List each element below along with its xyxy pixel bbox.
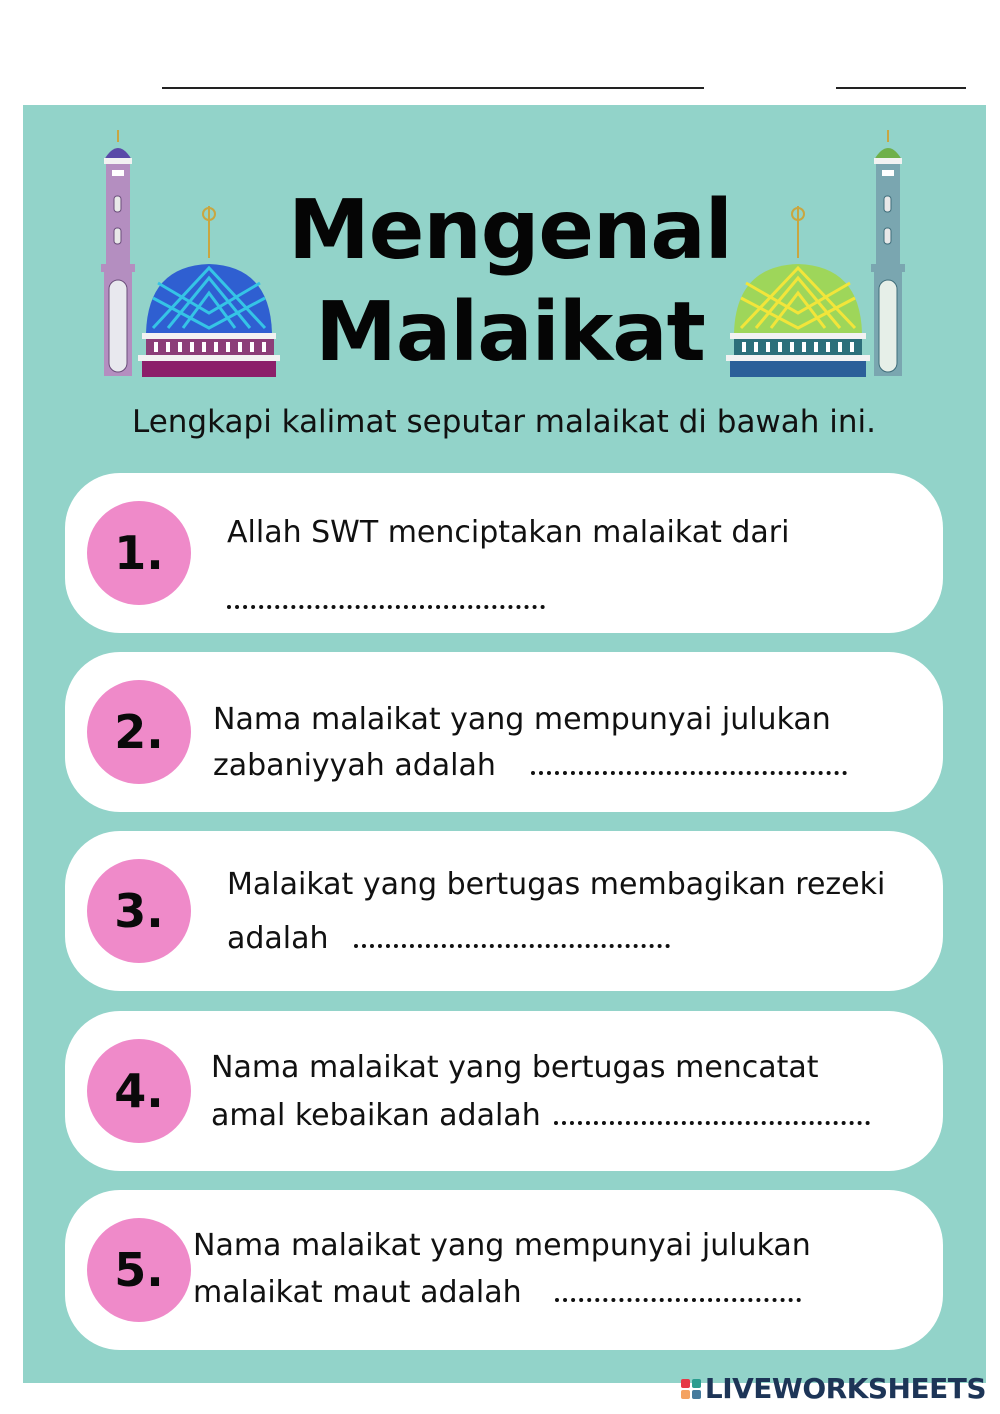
question-card-2 — [65, 652, 943, 812]
answer-blank-5[interactable] — [555, 1294, 801, 1302]
question-card-3 — [65, 831, 943, 991]
question-number-2: 2. — [87, 680, 191, 784]
liveworksheets-logo-icon — [681, 1379, 701, 1399]
question-text-4-line2: amal kebaikan adalah — [211, 1098, 541, 1133]
question-card-4 — [65, 1011, 943, 1171]
question-card-1 — [65, 473, 943, 633]
question-text-5-line2: malaikat maut adalah — [193, 1275, 522, 1310]
question-number-5: 5. — [87, 1218, 191, 1322]
question-text-2b — [213, 742, 847, 790]
question-text-2-line2: zabaniyyah adalah — [213, 748, 496, 783]
name-line — [162, 87, 704, 89]
answer-blank-1[interactable] — [227, 601, 545, 609]
instruction-text: Lengkapi kalimat seputar malaikat di bawah ini. — [131, 404, 877, 440]
question-text-2a: Nama malaikat yang mempunyai julukan — [213, 702, 831, 737]
footer-brand: LIVEWORKSHEETS — [704, 1372, 986, 1405]
question-number-1: 1. — [87, 501, 191, 605]
question-number-3: 3. — [87, 859, 191, 963]
class-line — [836, 87, 966, 89]
liveworksheets-logo — [681, 1372, 986, 1405]
page-title — [250, 180, 770, 384]
question-text-5a: Nama malaikat yang mempunyai julukan — [193, 1228, 811, 1263]
question-text-3a: Malaikat yang bertugas membagikan rezeki — [227, 867, 886, 902]
answer-blank-3[interactable] — [354, 940, 670, 948]
question-text-1: Allah SWT menciptakan malaikat dari — [227, 515, 790, 550]
answer-blank-2[interactable] — [531, 767, 847, 775]
question-text-4b — [211, 1092, 870, 1140]
question-text-3b — [227, 915, 670, 963]
question-number-4: 4. — [87, 1039, 191, 1143]
question-text-5b — [193, 1269, 801, 1317]
answer-blank-4[interactable] — [554, 1117, 870, 1125]
title-line-2: Malaikat — [315, 285, 705, 380]
title-line-1: Mengenal — [288, 183, 732, 278]
question-text-3-line2: adalah — [227, 921, 329, 956]
question-text-4a: Nama malaikat yang bertugas mencatat — [211, 1050, 819, 1085]
question-card-5 — [65, 1190, 943, 1350]
